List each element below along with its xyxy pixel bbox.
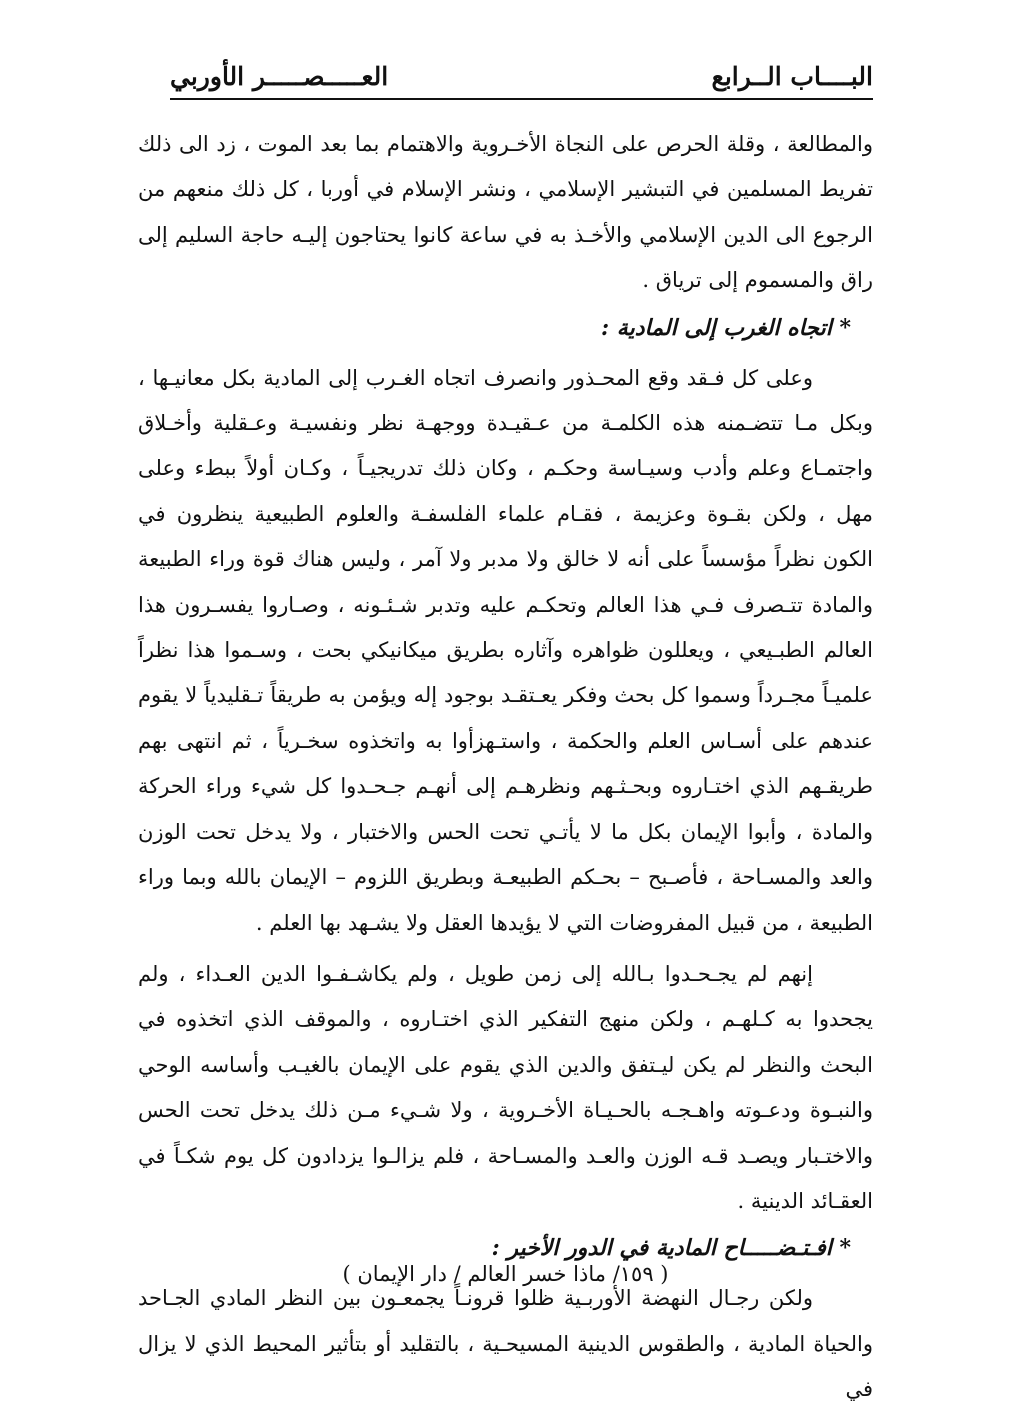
paragraph-1: والمطالعة ، وقلة الحرص على النجاة الأخـروية والاهتمام بما بعد الموت ، زد الى ذلك تفريط المسلمين في التبشير الإسلامي ، ونشر الإسلام في أوربا ، كل ذلك منعهم من الرجوع الى الدين الإسلامي والأخـذ به في ساعة كانوا يحتاجون إليـه حاجة السليم إلى راق والمسموم إلى ترياق . (138, 132, 873, 293)
paragraph-2: وعلى كل فـقد وقع المحـذور وانصرف اتجاه الغـرب إلى المادية بكل معانيـها ، وبكل مـا تتضـمنه هذه الكلمـة من عـقيـدة ووجهـة نظر ونفسيـة وعـقلية وأخـلاق واجتمـاع وعلم وأدب وسيـاسة وحكـم ، وكان ذلك تدريجيـاً ، وكـان أولاً ببطء وعلى مهل ، ولكن بقـوة وعزيمة ، فقـام علماء الفلسفـة والعلوم الطبيعية ينظرون في الكون نظراً مؤسساً على أنه لا خالق ولا مدبر ولا آمر ، وليس هناك قوة وراء الطبيعة والمادة تتـصرف فـي هذا العالم وتحكـم عليه وتدبر شـئـونه ، وصـاروا يفسـرون هذا العالم الطبـيعي ، ويعللون ظواهره وآثاره بطريق ميكانيكي بحت ، وسـموا هذا نظراً علميـاً مجـرداً وسموا كل بحث وفكر يعـتقـد بوجود إله ويؤمن به طريقاً تـقليدياً لا يقوم عندهم على أسـاس العلم والحكمة ، واستـهزأوا به واتخذوه سخـرياً ، ثم انتهى بهم طريقـهم الذي اختـاروه وبحـثـهم ونظرهـم إلى أنهـم جـحـدوا كل شيء وراء الحركة والمادة ، وأبوا الإيمان بكل ما لا يأتـي تحت الحس والاختبار ، ولا يدخل تحت الوزن والعد والمسـاحة ، فأصـبح – بحـكم الطبيعـة وبطريق اللزوم – الإيمان بالله وبما وراء الطبيعة ، من قبيل المفروضات التي لا يؤيدها العقل ولا يشـهد بها العلم . (138, 365, 873, 935)
paragraph-4: ولكن رجـال النهضة الأوربـية ظلوا قرونـاً يجمعـون بين النظر المادي الجـاحد والحياة المادية ، والطقوس الدينية المسيحـية ، بالتقليد أو بتأثير المحيط الذي لا يزال في (138, 1286, 873, 1402)
section-heading-exposure: * افـتـضـــــاح المادية في الدور الأخير : (491, 1235, 851, 1262)
page-footer: ( ١٥٩/ ماذا خسر العالم / دار الإيمان ) (342, 1262, 669, 1286)
running-header (170, 58, 873, 100)
body-text (138, 122, 873, 1413)
section-heading-materialism: * اتجاه الغرب إلى المادية : (601, 314, 851, 341)
topic-title: العـــــصـــــر الأوربي (170, 62, 389, 91)
chapter-title: البــــاب الــرابع (711, 62, 873, 91)
paragraph-3: إنهم لم يجـحـدوا بـالله إلى زمن طويل ، ولم يكاشـفـوا الدين العـداء ، ولم يجحدوا به كـلهـم ، ولكن منهج التفكير الذي اختـاروه ، والموقف الذي اتخذوه في البحث والنظر لم يكن ليـتفق والدين الذي يقوم على الإيمان بالغيـب وأساسه الوحي والنبـوة ودعـوته واهـجـه بالحـيـاة الأخـروية ، ولا شـيء مـن ذلك يدخل تحت الحس والاختـبار ويصـد قـه الوزن والعـد والمسـاحة ، فلم يزالـوا يزدادون كل يوم شكـاً في العقـائد الدينية . (138, 961, 873, 1213)
